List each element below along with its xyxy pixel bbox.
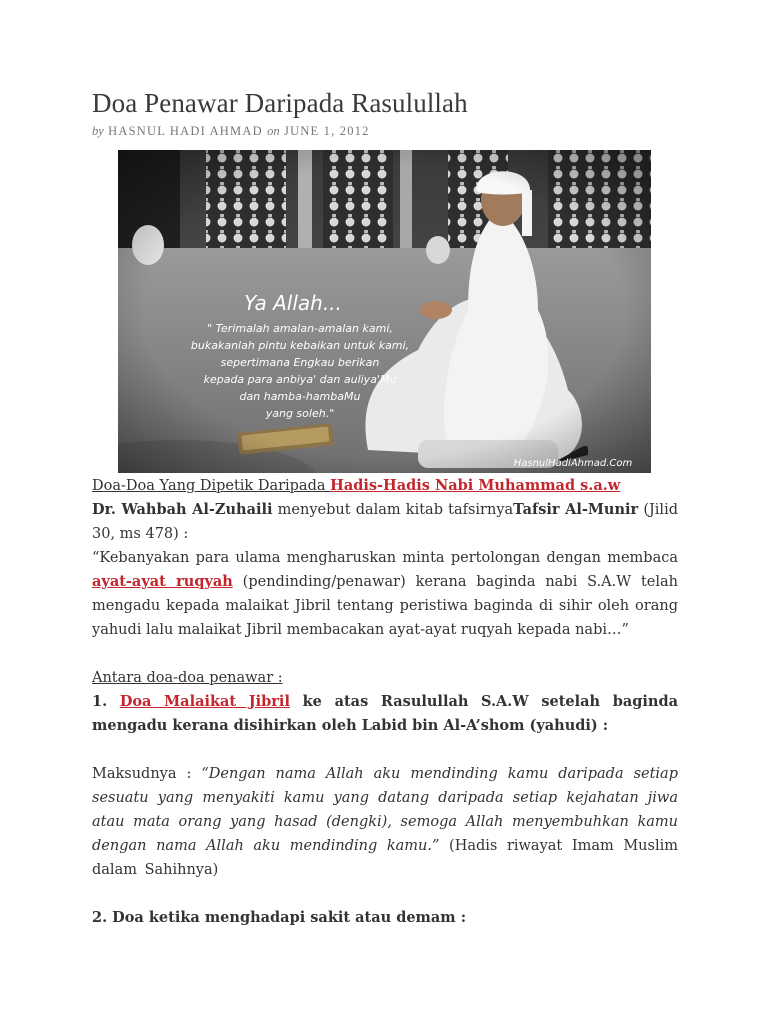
page-title: Doa Penawar Daripada Rasulullah — [92, 88, 468, 118]
image-caption-line: sepertimana Engkau berikan — [220, 356, 380, 369]
image-caption-line: yang soleh." — [265, 407, 335, 420]
quote-paragraph — [92, 546, 678, 642]
item-1-number: 1. — [92, 693, 120, 710]
book-ref: (Jilid 30, ms 478) : — [92, 502, 678, 542]
quote-end: (pendinding/penawar) kerana baginda nabi S.A.W telah mengadu kepada malaikat Jibril tentang peristiwa baginda di sihir oleh orang yahudi lalu malaikat Jibril membacakan ayat-ayat ruqyah kepada nabi…” — [92, 574, 678, 638]
image-caption-line: kepada para anbiya' dan auliya'Mu — [203, 373, 397, 386]
item-1 — [92, 690, 678, 738]
hadis-link[interactable]: Hadis-Hadis Nabi Muhammad s.a.w — [330, 477, 621, 494]
meaning-label: Maksudnya : — [92, 766, 202, 782]
image-caption-line: bukakanlah pintu kebaikan untuk kami, — [190, 339, 410, 352]
image-watermark: HasnulHadiAhmad.Com — [513, 458, 633, 469]
hero-image — [118, 150, 651, 473]
article-body — [92, 474, 678, 930]
jibril-link[interactable]: Doa Malaikat Jibril — [119, 693, 290, 710]
quote-start: “Kebanyakan para ulama mengharuskan minta pertolongan dengan membaca — [92, 550, 678, 566]
byline-on: on — [267, 124, 280, 138]
book-name: Tafsir Al-Munir — [513, 501, 639, 518]
scholar-text: menyebut dalam kitab tafsirnya — [272, 502, 514, 518]
praying-man-illustration — [118, 150, 651, 473]
post-date: JUNE 1, 2012 — [283, 124, 370, 138]
meaning-text: “Dengan nama Allah aku mendinding kamu daripada setiap sesuatu yang menyakiti kamu yang datang daripada setiap kejahatan jiwa atau mata orang yang hasad (dengki), semoga Allah menyembuhkan kamu dengan nama Allah aku mendinding kamu.” — [92, 766, 678, 854]
ruqyah-link[interactable]: ayat-ayat ruqyah — [92, 573, 233, 590]
image-caption-line: dan hamba-hambaMu — [239, 390, 361, 403]
intro-line — [92, 474, 678, 498]
item-2: 2. Doa ketika menghadapi sakit atau demam : — [92, 909, 467, 926]
meaning-paragraph — [92, 762, 678, 882]
item-1-text: ke atas Rasulullah S.A.W setelah baginda mengadu kerana disihirkan oleh Labid bin Al-A’shom (yahudi) : — [92, 693, 678, 734]
image-heading: Ya Allah... — [244, 291, 342, 315]
byline-by: by — [92, 124, 104, 138]
scholar-paragraph — [92, 498, 678, 546]
intro-prefix: Doa-Doa Yang Dipetik Daripada — [92, 478, 331, 494]
section-heading: Antara doa-doa penawar : — [92, 670, 283, 686]
image-caption-line: " Terimalah amalan-amalan kami, — [207, 322, 393, 335]
scholar-name: Dr. Wahbah Al-Zuhaili — [92, 501, 273, 518]
byline — [92, 124, 370, 139]
author-link[interactable]: HASNUL HADI AHMAD — [108, 124, 263, 138]
meaning-source: (Hadis riwayat Imam Muslim dalam Sahihnya) — [92, 838, 678, 878]
